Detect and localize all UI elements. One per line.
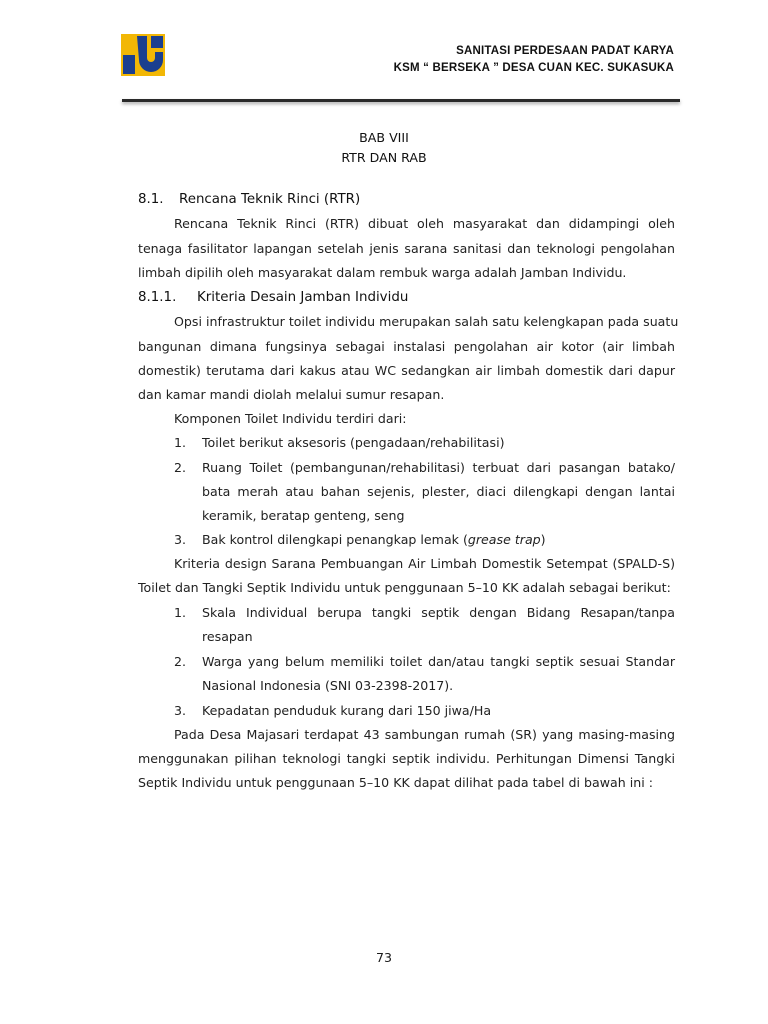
list-item: resapan	[202, 629, 253, 644]
list-item: Skala Individual berupa tangki septik dengan Bidang Resapan/tanpa	[202, 605, 675, 620]
list-number: 2.	[174, 654, 187, 669]
list-item: Warga yang belum memiliki toilet dan/atau tangki septik sesuai Standar	[202, 654, 675, 669]
chapter-title: BAB VIII	[359, 130, 409, 145]
list-number: 2.	[174, 460, 187, 475]
header-line-2: KSM “ BERSEKA ” DESA CUAN KEC. SUKASUKA	[393, 62, 674, 74]
list-item: Toilet berikut aksesoris (pengadaan/rehabilitasi)	[202, 435, 505, 450]
section-8-1-1-number: 8.1.1.	[138, 290, 177, 305]
para2-line: domestik) terutama dari kakus atau WC sedangkan air limbah domestik dari dapur	[138, 363, 675, 378]
section-8-1-1-title: Kriteria Desain Jamban Individu	[197, 290, 409, 305]
list-item: bata merah atau bahan sejenis, plester, diaci dilengkapi dengan lantai	[202, 484, 675, 499]
page-number: 73	[375, 950, 393, 965]
document-header	[394, 43, 674, 77]
para3-line: Pada Desa Majasari terdapat 43 sambungan rumah (SR) yang masing-masing	[174, 727, 675, 742]
list-number: 3.	[174, 532, 187, 547]
para2-line: dan kamar mandi diolah melalui sumur resapan.	[138, 387, 445, 402]
chapter-subtitle: RTR DAN RAB	[341, 150, 427, 165]
list-item: Ruang Toilet (pembangunan/rehabilitasi) terbuat dari pasangan batako/	[202, 460, 675, 475]
para2-line: bangunan dimana fungsinya sebagai instalasi pengolahan air kotor (air limbah	[138, 339, 675, 354]
header-divider	[122, 99, 680, 102]
list-item-tail: )	[540, 532, 546, 547]
para3-line: menggunakan pilihan teknologi tangki septik individu. Perhitungan Dimensi Tangki	[138, 751, 675, 766]
list-item: Nasional Indonesia (SNI 03-2398-2017).	[202, 678, 454, 693]
para2-line: Opsi infrastruktur toilet individu merupakan salah satu kelengkapan pada suatu	[174, 314, 679, 329]
komponen-intro: Komponen Toilet Individu terdiri dari:	[174, 411, 407, 426]
list-item: Kepadatan penduduk kurang dari 150 jiwa/Ha	[202, 703, 492, 718]
section-8-1-number: 8.1.	[138, 192, 164, 207]
list-item: keramik, beratap genteng, seng	[202, 508, 405, 523]
list-item	[202, 532, 546, 547]
section-8-1-title: Rencana Teknik Rinci (RTR)	[179, 192, 361, 207]
para1-line: tenaga fasilitator lapangan setelah jenis sarana sanitasi dan teknologi pengolahan	[138, 241, 675, 256]
list-item-text: Bak kontrol dilengkapi penangkap lemak (	[202, 532, 468, 547]
kriteria-intro-line: Kriteria design Sarana Pembuangan Air Limbah Domestik Setempat (SPALD-S)	[174, 556, 675, 571]
header-line-1: SANITASI PERDESAAN PADAT KARYA	[456, 45, 674, 57]
para1-line: limbah dipilih oleh masyarakat dalam rembuk warga adalah Jamban Individu.	[138, 265, 627, 280]
list-number: 1.	[174, 605, 187, 620]
para3-line: Septik Individu untuk penggunaan 5–10 KK dapat dilihat pada tabel di bawah ini :	[138, 775, 653, 790]
kriteria-intro-line: Toilet dan Tangki Septik Individu untuk penggunaan 5–10 KK adalah sebagai berikut:	[138, 580, 671, 595]
grease-trap-term: grease trap	[467, 532, 541, 547]
para1-line: Rencana Teknik Rinci (RTR) dibuat oleh masyarakat dan didampingi oleh	[174, 216, 675, 231]
ministry-logo-icon	[121, 34, 165, 76]
list-number: 3.	[174, 703, 187, 718]
list-number: 1.	[174, 435, 187, 450]
